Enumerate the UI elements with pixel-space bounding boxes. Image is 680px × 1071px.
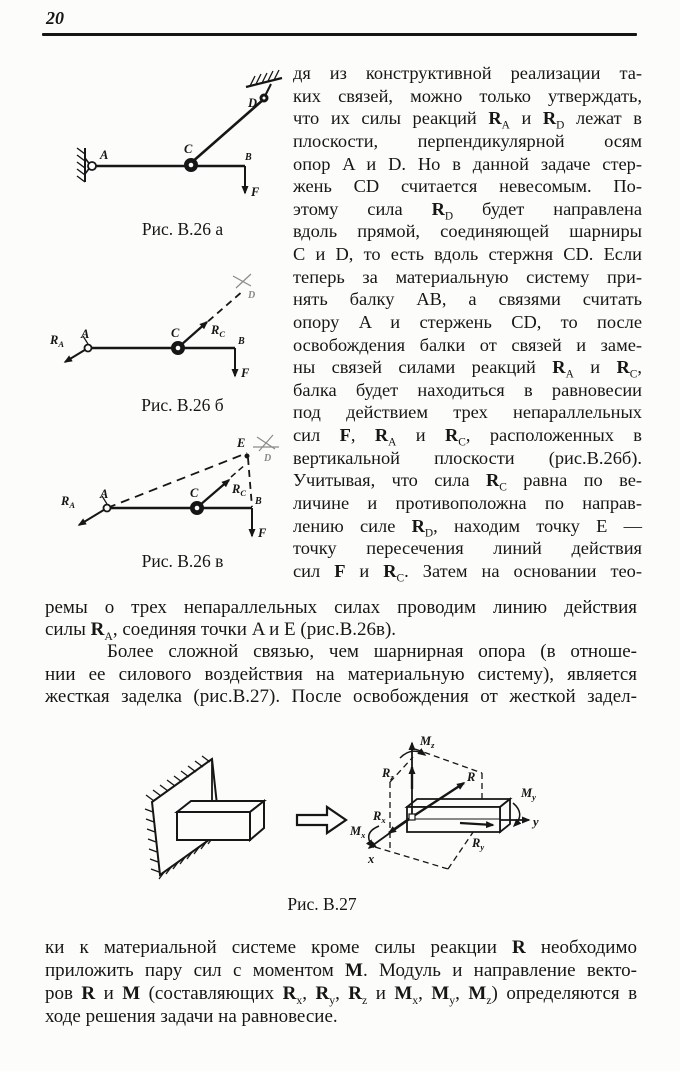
text-line: опору A и стержень CD, то после bbox=[293, 311, 642, 332]
text-line: личине и противоположна по направ- bbox=[293, 492, 642, 513]
label-a: A bbox=[100, 148, 109, 162]
text-line: Учитывая, что сила $R_C$ равна по ве- bbox=[293, 470, 642, 494]
figure-b26v-diagram bbox=[45, 425, 300, 557]
faint-support-marks bbox=[233, 274, 251, 288]
label-my: $M_y$ bbox=[521, 786, 536, 802]
figure-b26v-caption: Рис. В.26 в bbox=[141, 551, 224, 571]
ceiling-hatch bbox=[250, 70, 279, 86]
text-line: нии ее силового воздействия на материальную систему), является bbox=[45, 663, 637, 685]
header-rule bbox=[42, 33, 637, 36]
figure-b26a-caption: Рис. В.26 а bbox=[141, 219, 224, 239]
faint-support-marks bbox=[253, 435, 279, 451]
text-line: ходе решения задачи на равновесие. bbox=[45, 1006, 338, 1027]
label-a: A bbox=[81, 327, 90, 341]
text-line: вертикальной плоскости (рис.В.26б). bbox=[293, 447, 642, 468]
figure-b27-caption: Рис. В.27 bbox=[287, 894, 357, 914]
label-rz: $R_z$ bbox=[382, 766, 394, 782]
hinge-a bbox=[85, 345, 92, 352]
full-width-text bbox=[45, 597, 637, 708]
label-a: A bbox=[100, 487, 109, 501]
figure-b26b-diagram bbox=[45, 258, 290, 393]
text-line: жесткая заделка (рис.В.27). После освобождения от жесткой задел- bbox=[45, 685, 637, 707]
figure-b26a-diagram bbox=[45, 62, 290, 214]
label-c: C bbox=[184, 142, 193, 156]
label-mz: $M_z$ bbox=[420, 734, 435, 750]
line-ae-dashed bbox=[107, 453, 247, 508]
text-line: ки к материальной системе кроме силы реакции R необходимо bbox=[45, 937, 637, 958]
bottom-paragraph bbox=[45, 936, 637, 1028]
text-line: сил F, $R_A$ и $R_C$, расположенных в bbox=[293, 425, 642, 449]
reaction-rc-arrow bbox=[200, 480, 229, 505]
text-line: ны связей силами реакций $R_A$ и $R_C$, bbox=[293, 357, 642, 381]
text-line: нять балку AB, а связями считать bbox=[293, 289, 642, 310]
text-line: дя из конструктивной реализации та- bbox=[293, 63, 642, 83]
text-line: под действием трех непараллельных bbox=[293, 402, 642, 423]
label-ra: $R_A$ bbox=[50, 333, 65, 349]
label-f: F bbox=[258, 526, 267, 540]
text-line: Более сложной связью, чем шарнирная опора (в отноше- bbox=[107, 641, 637, 663]
label-d: D bbox=[248, 290, 256, 301]
label-mx: $M_x$ bbox=[350, 824, 366, 840]
wall-hatch bbox=[146, 756, 210, 801]
label-f: F bbox=[251, 185, 260, 199]
text-line: силы $R_A$, соединяя точки A и E (рис.В.26в). bbox=[45, 619, 397, 643]
figure-b26b-caption: Рис. В.26 б bbox=[141, 395, 224, 415]
label-d: D bbox=[264, 453, 272, 464]
hinge-a bbox=[104, 505, 111, 512]
label-rc: $R_C$ bbox=[211, 323, 226, 339]
label-c: C bbox=[190, 486, 199, 500]
point-e bbox=[245, 454, 249, 458]
label-axis-x: x bbox=[368, 852, 375, 866]
text-line: освобождения балки от связей и заме- bbox=[293, 334, 642, 355]
text-line: ров R и M (составляющих $R_x$, $R_y$, $R_z$ и $M_x$, $M_y$, $M_z$) определяются в bbox=[45, 983, 638, 1007]
label-ra: $R_A$ bbox=[61, 494, 76, 510]
figure-b27-diagram bbox=[130, 727, 550, 895]
label-rx: $R_x$ bbox=[373, 809, 386, 825]
label-r: R bbox=[467, 770, 476, 784]
label-ry: $R_y$ bbox=[472, 836, 485, 852]
reaction-rc-arrow bbox=[181, 322, 207, 345]
text-line: приложить пару сил с моментом M. Модуль и направление векто- bbox=[45, 960, 637, 981]
text-line: ремы о трех непараллельных силах проводим линию действия bbox=[45, 597, 637, 618]
label-b: B bbox=[238, 336, 245, 347]
beam-front-face bbox=[177, 812, 250, 840]
implies-arrow bbox=[297, 807, 346, 833]
label-c: C bbox=[171, 326, 180, 340]
text-line: лению силе $R_D$, находим точку E — bbox=[293, 515, 643, 540]
text-line: плоскости, перпендикулярной осям bbox=[293, 130, 642, 151]
text-line: балка будет находиться в равновесии bbox=[293, 379, 642, 400]
reaction-ra-arrow bbox=[79, 508, 107, 525]
page-number: 20 bbox=[46, 8, 64, 28]
label-d: D bbox=[248, 96, 258, 110]
text-line: точку пересечения линий действия bbox=[293, 538, 642, 559]
line-eb-dashed bbox=[248, 458, 252, 507]
text-line: опор A и D. Но в данной задаче стер- bbox=[293, 153, 642, 174]
moment-my-arc bbox=[513, 803, 520, 826]
label-b: B bbox=[245, 152, 252, 163]
origin-node bbox=[409, 814, 415, 820]
label-b: B bbox=[255, 496, 262, 507]
label-rc: $R_C$ bbox=[232, 482, 247, 498]
text-line: что их силы реакций $R_A$ и $R_D$ лежат в bbox=[293, 108, 642, 132]
text-line: ких связей, можно только утверждать, bbox=[293, 85, 642, 106]
label-e: E bbox=[237, 436, 246, 450]
right-text-column bbox=[293, 62, 643, 585]
text-line: C и D, то есть вдоль стержня CD. Если bbox=[293, 244, 642, 264]
text-line: жень CD считается невесомым. По- bbox=[293, 176, 642, 197]
text-line: сил F и $R_C$. Затем на основании тео- bbox=[293, 560, 642, 585]
line-ce-dashed bbox=[231, 464, 246, 477]
text-line: вдоль прямой, соединяющей шарниры bbox=[293, 221, 642, 242]
text-line: теперь за материальную систему при- bbox=[293, 266, 642, 287]
label-f: F bbox=[241, 366, 250, 380]
hinge-a bbox=[88, 162, 96, 170]
text-line: этому сила $R_D$ будет направлена bbox=[293, 198, 642, 223]
wall-hatch bbox=[77, 148, 85, 182]
label-axis-y: y bbox=[533, 815, 539, 829]
wall-hatch bbox=[159, 836, 214, 879]
